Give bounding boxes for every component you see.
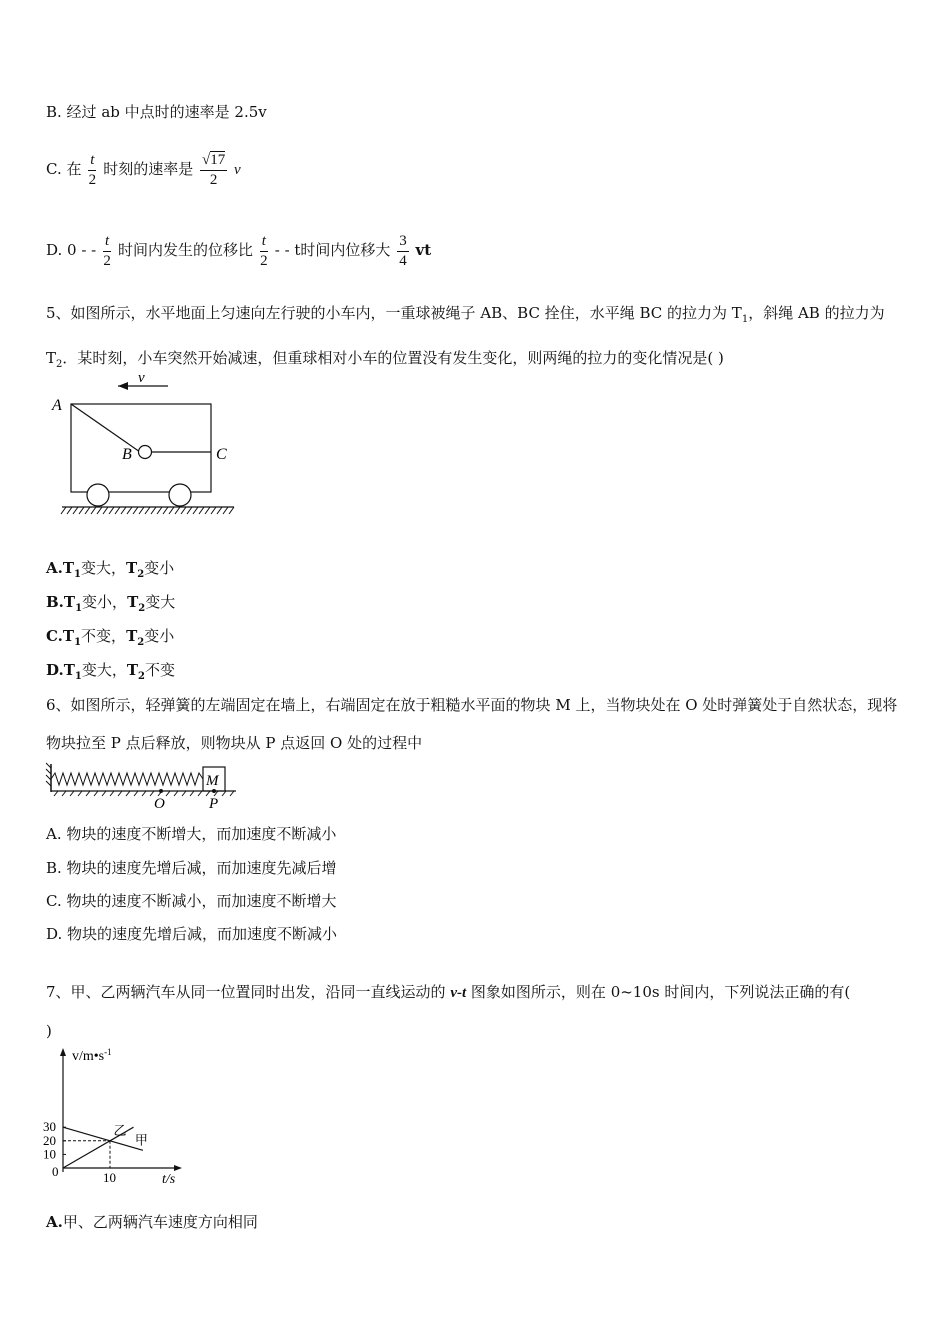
q5a-label: A. <box>46 559 63 577</box>
series-line-jia <box>63 1127 143 1150</box>
q4d-frac3-num: 3 <box>397 232 409 252</box>
q6-option-c: C. 物块的速度不断减小，而加速度不断增大 <box>46 892 337 910</box>
q7-stem-part2: 图象如图所示，则在 0~10s 时间内，下列说法正确的有( <box>466 983 851 1001</box>
q6-option-b: B. 物块的速度先增后减，而加速度先减后增 <box>46 859 337 877</box>
y-axis-label: $v/m•s^{-1}$ <box>72 1047 112 1064</box>
q5d-s1: 1 <box>74 671 82 682</box>
q4d-prefix: D. 0 ‐ ‐ <box>46 241 97 259</box>
q4c-frac-den: 2 <box>88 171 97 188</box>
q7-option-a <box>46 1212 258 1232</box>
series-label-yi: 乙 <box>113 1123 127 1139</box>
point-p <box>212 789 216 793</box>
ball <box>139 446 152 459</box>
q4d-frac2-den: 2 <box>260 252 268 269</box>
q4d-fraction-1 <box>103 232 111 271</box>
q5d-c2: 不变 <box>145 661 176 679</box>
q5d-t2: T <box>126 661 139 679</box>
q4d-frac3-den: 4 <box>399 252 407 269</box>
q5b-s2: 2 <box>138 603 146 614</box>
q5a-t2: T <box>126 559 138 577</box>
label-o: O <box>154 796 165 812</box>
q6-stem: 6、如图所示，轻弹簧的左端固定在墙上，右端固定在放于粗糙水平面的物块 M 上，当物块处在 O 处时弹簧处于自然状态，现将物块拉至 P 点后释放，则物块从 P 点返回 O 处的过程中 <box>46 696 898 752</box>
q7-stem-part3: ) <box>46 1022 52 1040</box>
q5c-t1: T <box>62 627 75 645</box>
series-label-jia: 甲 <box>134 1132 148 1148</box>
q4d-suffix: vt <box>415 241 432 259</box>
q4c-sqrt-fraction <box>200 151 227 190</box>
q4d-frac2-num: t <box>260 232 268 252</box>
q5-stem-part1: 5、如图所示，水平地面上匀速向左行驶的小车内，一重球被绳子 AB、BC 拴住，水平绳 BC 的拉力为 T <box>46 304 742 322</box>
wheel-right <box>169 484 191 506</box>
q4d-frac1-num: t <box>103 232 111 252</box>
q4c-sqrt: √17 <box>200 151 227 171</box>
ground-hatch <box>61 507 234 514</box>
q5b-c2: 变大 <box>145 593 176 611</box>
q7-stem <box>46 973 908 1050</box>
y-tick-label-10: 10 <box>43 1146 56 1162</box>
q5-option-b <box>46 592 175 619</box>
q5b-t1: T <box>63 593 76 611</box>
rope-ab <box>71 404 140 452</box>
y-tick-label-20: 20 <box>43 1132 56 1148</box>
q4d-fraction-2 <box>260 232 268 271</box>
y-tick-label-30: 30 <box>43 1119 56 1135</box>
q4d-fraction-3 <box>397 232 409 271</box>
x-tick-label-10: 10 <box>103 1170 116 1185</box>
q5d-c1: 变大， <box>81 661 127 679</box>
q4-option-c <box>46 144 241 195</box>
q5-option-d <box>46 660 175 687</box>
q6-option-a: A. 物块的速度不断增大，而加速度不断减小 <box>46 825 337 843</box>
block-label: M <box>206 773 219 789</box>
q4d-frac1-den: 2 <box>103 252 111 269</box>
q4d-mid2: ‐ ‐ t时间内位移大 <box>274 241 391 259</box>
q4c-prefix: C. 在 <box>46 160 82 178</box>
q5-stem-part2: ，斜绳 AB 的拉力为 T <box>46 304 885 367</box>
q5c-t2: T <box>126 627 138 645</box>
q5c-c1: 不变， <box>81 627 127 645</box>
q7-stem-vt: v-t <box>450 985 467 1001</box>
q7a-text: 甲、乙两辆汽车速度方向相同 <box>62 1213 258 1231</box>
q6-spring-figure <box>46 762 246 812</box>
q5c-s2: 2 <box>137 637 145 648</box>
q5a-c2: 变小 <box>144 559 175 577</box>
q5d-t1: T <box>63 661 75 679</box>
q5b-label: B. <box>46 593 64 611</box>
q5b-t2: T <box>127 593 139 611</box>
label-b: B <box>122 446 132 463</box>
q5d-s2: 2 <box>138 671 145 682</box>
q5-option-a <box>46 558 174 585</box>
q4c-frac-num: t <box>88 151 96 171</box>
q4c-fraction <box>88 151 96 190</box>
q6-option-d: D. 物块的速度先增后减，而加速度不断减小 <box>46 925 338 943</box>
q5a-s2: 2 <box>137 569 145 580</box>
q4-option-b: B. 经过 ab 中点时的速率是 2.5v <box>46 103 267 121</box>
q7a-label: A. <box>46 1213 63 1231</box>
q5d-label: D. <box>46 661 64 679</box>
label-c: C <box>216 446 227 463</box>
q5a-s1: 1 <box>74 569 82 580</box>
q4c-sqrt-num: 17 <box>210 151 226 168</box>
wheel-left <box>87 484 109 506</box>
label-a: A <box>52 397 62 414</box>
q5a-c1: 变大， <box>81 559 127 577</box>
chart-marks <box>43 1119 148 1185</box>
q4d-mid1: 时间内发生的位移比 <box>117 241 253 259</box>
q4c-sqrt-den: 2 <box>209 171 218 188</box>
q4c-mid: 时刻的速率是 <box>103 160 194 178</box>
floor-hatch <box>54 791 234 796</box>
y-axis-arrow <box>60 1048 66 1056</box>
q7-vt-chart <box>40 1046 190 1186</box>
spring <box>51 773 203 785</box>
q5-cart-figure <box>48 370 248 520</box>
q5c-label: C. <box>46 627 63 645</box>
q5c-c2: 变小 <box>144 627 175 645</box>
q5-stem-sub2: 2 <box>56 359 63 370</box>
velocity-arrow-head <box>118 382 128 390</box>
q5-stem-part3: ．某时刻，小车突然开始减速，但重球相对小车的位置没有发生变化，则两绳的拉力的变化情况是( ) <box>62 349 724 367</box>
q5b-c1: 变小， <box>82 593 128 611</box>
q5c-s1: 1 <box>74 637 82 648</box>
q5-option-c <box>46 626 174 653</box>
q4-option-d <box>46 225 431 275</box>
origin-label: 0 <box>52 1164 59 1179</box>
q5a-t1: T <box>62 559 75 577</box>
q7-stem-part1: 7、甲、乙两辆汽车从同一位置同时出发，沿同一直线运动的 <box>46 983 451 1001</box>
x-axis-arrow <box>174 1165 182 1171</box>
q5b-s1: 1 <box>75 603 83 614</box>
point-o <box>159 789 163 793</box>
label-p: P <box>209 796 219 812</box>
q4c-suffix: v <box>234 162 241 178</box>
x-axis-label: t/s <box>162 1172 176 1187</box>
velocity-label: v <box>138 370 145 386</box>
q5-stem-sub1: 1 <box>741 314 749 325</box>
